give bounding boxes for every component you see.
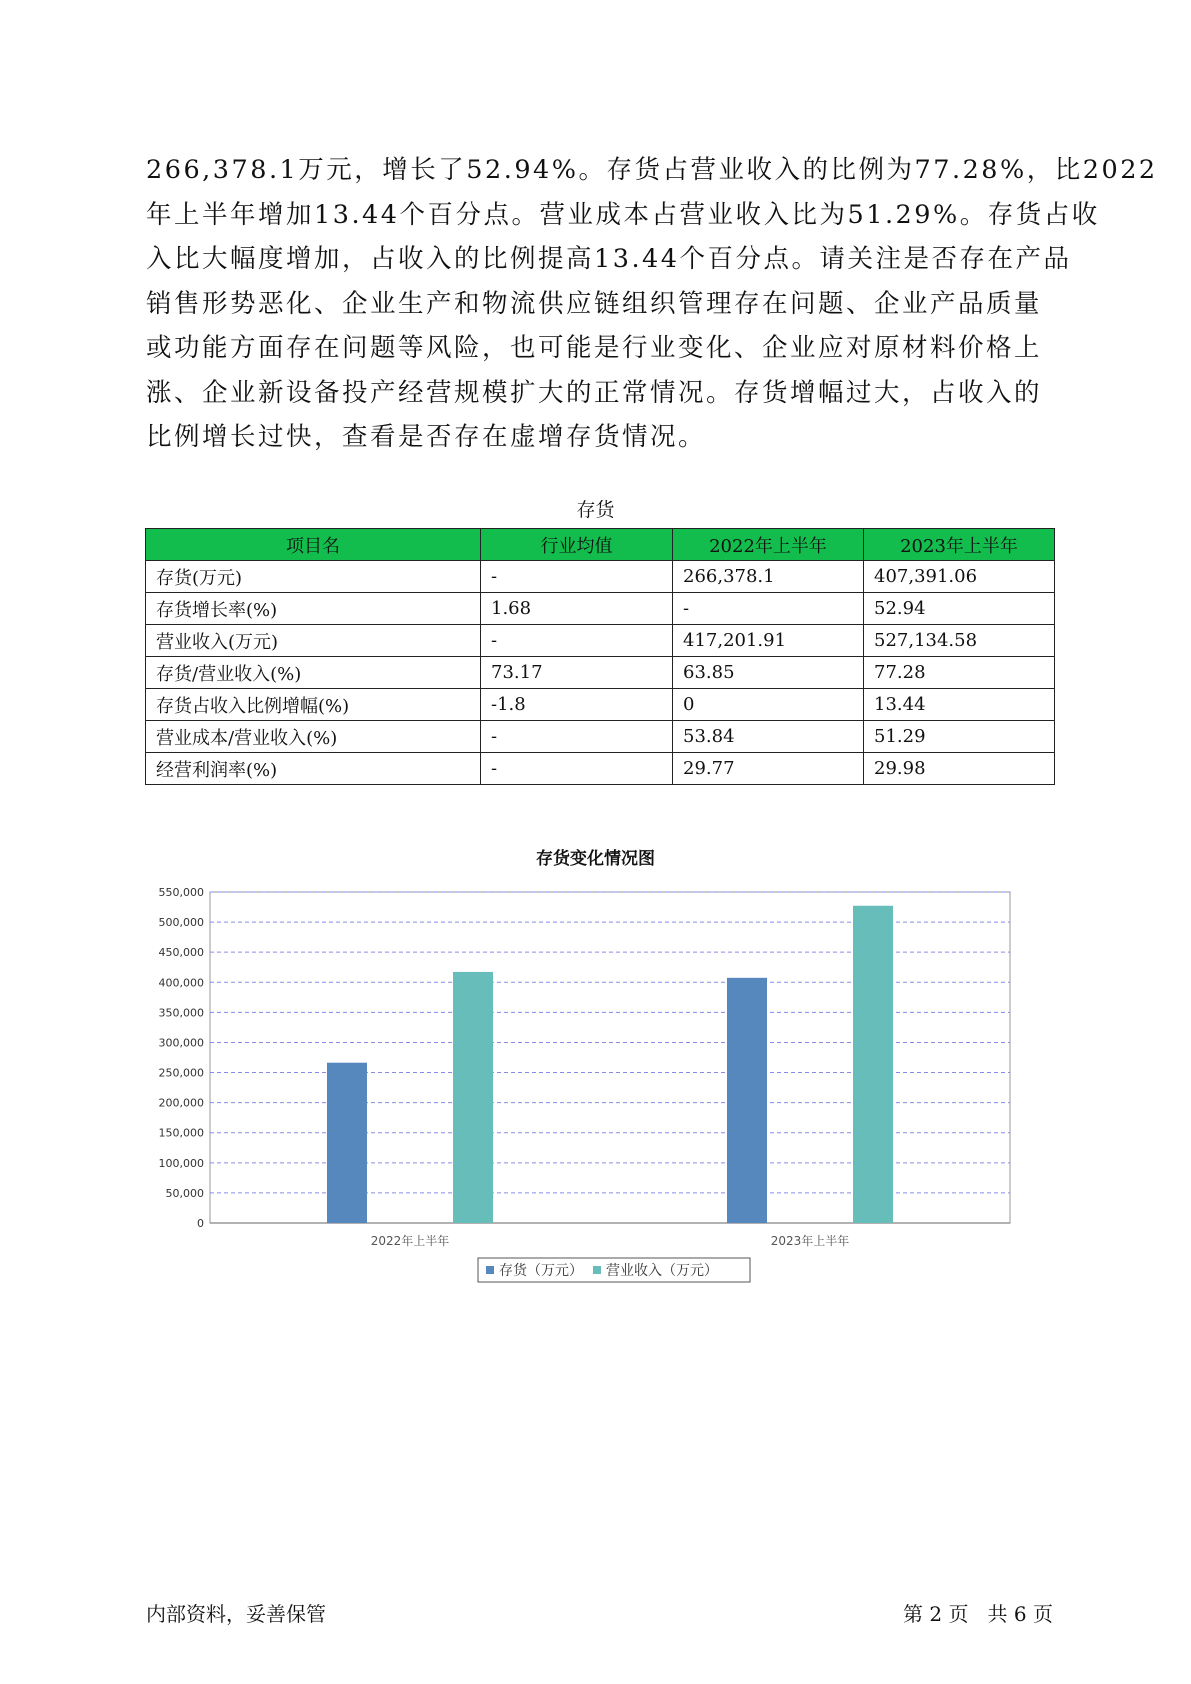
chart-title: 存货变化情况图 <box>536 849 655 869</box>
table-header-row <box>146 529 1055 561</box>
table-cell: -1.8 <box>481 689 673 721</box>
y-tick-label: 50,000 <box>165 1186 204 1200</box>
legend-swatch <box>486 1266 494 1274</box>
table-row <box>146 721 1055 753</box>
table-cell: 51.29 <box>864 721 1055 753</box>
y-tick-label: 150,000 <box>158 1126 204 1140</box>
table-cell: 417,201.91 <box>673 625 864 657</box>
table-cell: 527,134.58 <box>864 625 1055 657</box>
table-cell: 存货(万元) <box>146 561 481 593</box>
y-tick-label: 450,000 <box>158 946 204 960</box>
paragraph-line: 266,378.1万元，增长了52.94%。存货占营业收入的比例为77.28%，比2022 <box>146 155 1158 185</box>
analysis-paragraph <box>146 148 1158 460</box>
legend-swatch <box>593 1266 601 1274</box>
table-caption: 存货 <box>576 499 615 521</box>
inventory-table <box>145 528 1055 785</box>
x-tick-label: 2022年上半年 <box>370 1234 450 1248</box>
table-cell: 77.28 <box>864 657 1055 689</box>
x-tick-label: 2023年上半年 <box>770 1234 850 1248</box>
header-cell: 项目名 <box>146 529 481 561</box>
y-tick-label: 400,000 <box>158 976 204 990</box>
header-cell: 2023年上半年 <box>864 529 1055 561</box>
y-tick-label: 500,000 <box>158 916 204 930</box>
table-cell: 13.44 <box>864 689 1055 721</box>
bar <box>727 978 767 1223</box>
table-cell: - <box>481 721 673 753</box>
table-cell: 存货/营业收入(%) <box>146 657 481 689</box>
header-cell: 2022年上半年 <box>673 529 864 561</box>
y-tick-label: 550,000 <box>158 886 204 899</box>
table-cell: 存货增长率(%) <box>146 593 481 625</box>
table-cell: 29.77 <box>673 753 864 785</box>
paragraph-line: 年上半年增加13.44个百分点。营业成本占营业收入比为51.29%。存货占收 <box>146 199 1100 230</box>
table-cell: 0 <box>673 689 864 721</box>
legend-label: 营业收入（万元） <box>606 1263 718 1279</box>
table-cell: - <box>481 625 673 657</box>
paragraph-line: 或功能方面存在问题等风险，也可能是行业变化、企业应对原材料价格上 <box>146 333 1043 363</box>
inventory-bar-chart <box>150 880 1030 1300</box>
table-cell: 52.94 <box>864 593 1055 625</box>
footer-confidential: 内部资料，妥善保管 <box>146 1602 326 1626</box>
table-cell: 营业成本/营业收入(%) <box>146 721 481 753</box>
bar <box>853 906 893 1223</box>
y-tick-label: 0 <box>197 1217 204 1230</box>
paragraph-line: 入比大幅度增加，占收入的比例提高13.44个百分点。请关注是否存在产品 <box>146 244 1072 274</box>
y-tick-label: 200,000 <box>158 1096 204 1110</box>
header-cell: 行业均值 <box>481 529 673 561</box>
table-row <box>146 689 1055 721</box>
table-cell: 存货占收入比例增幅(%) <box>146 689 481 721</box>
paragraph-line: 销售形势恶化、企业生产和物流供应链组织管理存在问题、企业产品质量 <box>146 288 1043 319</box>
table-cell: - <box>673 593 864 625</box>
table-cell: 1.68 <box>481 593 673 625</box>
y-tick-label: 300,000 <box>158 1036 204 1050</box>
table-cell: 营业收入(万元) <box>146 625 481 657</box>
table-cell: 407,391.06 <box>864 561 1055 593</box>
legend-label: 存货（万元） <box>499 1263 583 1279</box>
table-cell: 53.84 <box>673 721 864 753</box>
table-row <box>146 593 1055 625</box>
table-cell: 经营利润率(%) <box>146 753 481 785</box>
y-tick-label: 250,000 <box>158 1066 204 1080</box>
footer-page-number: 第 2 页 共 6 页 <box>903 1602 1053 1626</box>
table-row <box>146 657 1055 689</box>
table-cell: - <box>481 561 673 593</box>
paragraph-line: 涨、企业新设备投产经营规模扩大的正常情况。存货增幅过大，占收入的 <box>146 377 1043 408</box>
bar <box>327 1063 367 1223</box>
table-cell: - <box>481 753 673 785</box>
table-row <box>146 753 1055 785</box>
y-tick-label: 350,000 <box>158 1006 204 1020</box>
table-row <box>146 625 1055 657</box>
y-tick-label: 100,000 <box>158 1156 204 1170</box>
table-cell: 266,378.1 <box>673 561 864 593</box>
table-cell: 73.17 <box>481 657 673 689</box>
table-row <box>146 561 1055 593</box>
table-cell: 63.85 <box>673 657 864 689</box>
bar <box>453 972 493 1223</box>
table-cell: 29.98 <box>864 753 1055 785</box>
paragraph-line: 比例增长过快，查看是否存在虚增存货情况。 <box>146 422 707 452</box>
